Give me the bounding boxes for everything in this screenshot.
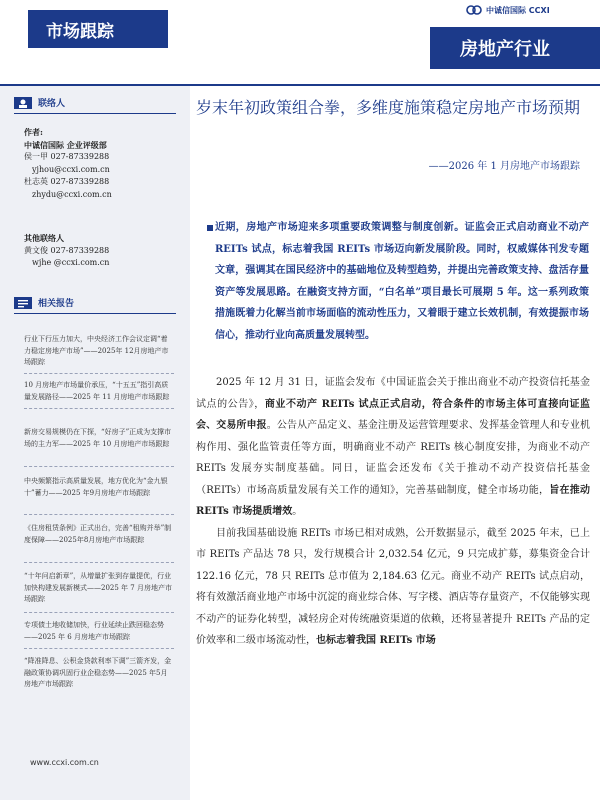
header-right (190, 0, 600, 84)
author2-name-phone: 杜志英 027-87339288 (24, 177, 110, 186)
body-text (196, 372, 590, 652)
report-item[interactable]: 专项债土地收储加快，行业延续止跌回稳态势——2025 年 6 月房地产市场跟踪 (24, 621, 164, 641)
report-divider (24, 514, 174, 515)
summary-bullet-icon (207, 225, 213, 231)
report-item[interactable]: 《住房租赁条例》正式出台，完善“租购并举”制度保障——2025年8月房地产市场跟踪 (24, 524, 172, 544)
author1-email[interactable]: yjhou@ccxi.com.cn (32, 164, 110, 174)
author2-email[interactable]: zhydu@ccxi.com.cn (32, 189, 112, 199)
body-paragraph-2: 目前我国基础设施 REITs 市场已相对成熟，公开数据显示，截至 2025 年末，已上市 REITs 产品达 78 只，发行规模合计 2,032.54 亿元，9 只完成扩募，募集资金合计 122.16 亿元，78 只 REITs 总市值为 2,184.63 亿元。商业不动产 REITs 试点启动，将有效激活商业地产市场中沉淀的商业综合体、写字楼、酒店等存量资产，不仅能够实现不动产的证券化转型，减轻房企对传统融资渠道的依赖，还将显著提升 REITs 产品的定价效率和二级市场流动性，也标志着我国 REITs 市场 (196, 527, 590, 646)
report-divider (24, 466, 174, 467)
other1-name-phone: 黄文俊 027-87339288 (24, 245, 110, 255)
report-item[interactable]: 行业下行压力加大，中央经济工作会议定调“着力稳定房地产市场”——2025年 12月房地产市场跟踪 (24, 335, 169, 366)
report-divider (24, 408, 174, 409)
body-paragraph-1: 2025 年 12 月 31 日，证监会发布《中国证监会关于推出商业不动产投资信托基金试点的公告》，商业不动产 REITs 试点正式启动，符合条件的市场主体可直接向证监会、交易所申报。公告从产品定义、基金注册及运营管理要求、发挥基金管理人和专业机构作用、强化监管责任等方面，明确商业不动产 REITs 核心制度安排，为商业不动产 REITs 发展夯实制度基础。同日，证监会还发布《关于推动不动产投资信托基金（REITs）市场高质量发展有关工作的通知》，完善基础制度，健全市场功能，旨在推动 REITs 市场提质增效。 (196, 377, 591, 517)
other1-email[interactable]: wjhe @ccxi.com.cn (32, 258, 110, 267)
report-item[interactable]: “降准降息、公积金贷款利率下调”三箭齐发，金融政策协调巩固行业企稳态势——2025 年5月房地产市场跟踪 (24, 657, 172, 688)
report-divider (24, 648, 174, 649)
report-item[interactable]: “十年问启新章”，从增量扩张到存量提优，行业加快构建发展新模式——2025 年 7 月房地产市场跟踪 (24, 572, 172, 603)
report-divider (24, 562, 174, 563)
report-item[interactable]: 10 月房地产市场量价承压，“十五五”指引高质量发展路径——2025 年 11 月房地产市场跟踪 (24, 381, 170, 401)
logo-icon (466, 3, 482, 17)
industry-label: 房地产行业 (430, 27, 600, 69)
contact-rule (14, 113, 176, 114)
report-divider (24, 373, 174, 374)
header-left (0, 0, 190, 84)
report-item[interactable]: 中央频繁指示高质量发展，地方优化为“金九银十”蓄力——2025 年9月房地产市场跟踪 (24, 477, 168, 497)
page-title: 岁末年初政策组合拳，多维度施策稳定房地产市场预期 (196, 98, 581, 117)
contact-icon (14, 97, 32, 109)
author-dept: 中诚信国际 企业评级部 (24, 139, 107, 150)
author-label: 作者: (24, 127, 43, 137)
website-link[interactable]: www.ccxi.com.cn (30, 758, 99, 767)
report-item[interactable]: 新房交易规模仍在下探，“好房子”正成为支撑市场的主力军——2025 年 10 月房地产市场跟踪 (24, 428, 172, 448)
reports-rule (14, 313, 176, 314)
company-logo (466, 2, 576, 18)
other-contact-block (24, 232, 109, 270)
author-block (24, 126, 112, 201)
page-header (0, 0, 600, 84)
header-rule (0, 84, 600, 86)
summary-paragraph: 近期，房地产市场迎来多项重要政策调整与制度创新。证监会正式启动商业不动产 REITs 试点，标志着我国 REITs 市场迈向新发展阶段。同时，权威媒体刊发专题文章，强调其在国民经济中的基础地位及转型趋势，并提出完善政策支持、盘活存量资产等发展思路。在融资支持方面，“白名单”项目最长可展期 5 年。这一系列政策措施既着力化解当前市场面临的流动性压力，又着眼于建立长效机制，有效提振市场信心，推动行业向高质量发展转型。 (215, 222, 589, 341)
page-subtitle: ——2026 年 1 月房地产市场跟踪 (428, 161, 580, 172)
other-label: 其他联络人 (24, 233, 64, 243)
logo-text: 中诚信国际 CCXI (486, 5, 550, 15)
contact-section-title: 联络人 (14, 96, 65, 109)
report-type-label: 市场跟踪 (28, 10, 168, 48)
report-divider (24, 612, 174, 613)
author1-name-phone: 侯一甲 027-87339288 (24, 152, 110, 161)
report-icon (14, 297, 32, 309)
reports-section-title: 相关报告 (14, 296, 74, 309)
